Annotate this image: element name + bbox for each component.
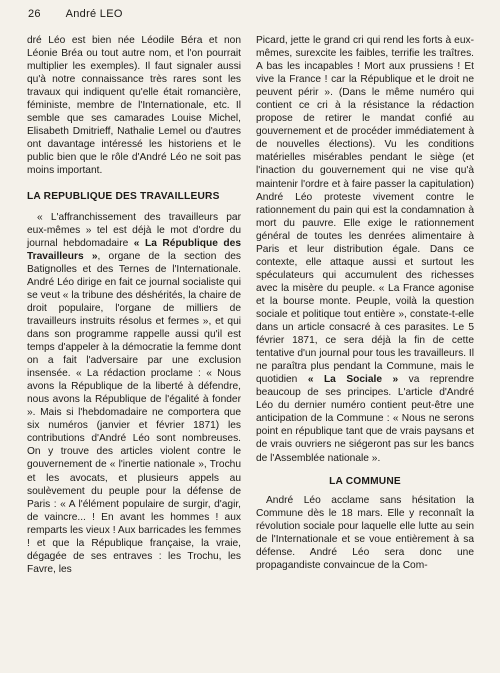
intro-paragraph: dré Léo est bien née Léodile Béra et non Léonie Bréa ou tout autre nom, et l'on pourrait multiplier les exemples). Il faut signaler aussi qu'à notre connaissance très rares sont les travaux qui indiquent qu'elle était romancière, féministe, membre de l'Internationale, etc. Il semble que ses camarades Louise Michel, Elisabeth Dmitrieff, Nathalie Lemel ou d'autres ont davantage intéressé les historiens et le public bien que le rôle d'André Léo ne soit pas moins important. (27, 35, 241, 177)
section-title-republique: LA REPUBLIQUE DES TRAVAILLEURS (27, 190, 220, 202)
continuation-paragraph (256, 34, 474, 465)
left-column (27, 34, 241, 576)
right-column (256, 34, 474, 572)
page-header (28, 8, 123, 20)
continuation-paragraph-rest: va reprendre beaucoup de ses principes. L'article d'André Léo du dernier numéro contient peut-être une anticipation de la Commune : « Nous ne serons point en république tant que de vrais paysans et de vrais ouvriers ne siégeront pas sur les bancs de l'Assemblée nationale ». (256, 374, 475, 464)
republique-paragraph (27, 211, 241, 576)
journal-title: « La République des Travailleurs » (27, 237, 241, 262)
republique-paragraph-start: « L'affranchissement des travailleurs par eux-mêmes » tel est déjà le mot d'ordre du journal hebdomadaire (27, 211, 241, 249)
section-title-commune: LA COMMUNE (329, 475, 401, 487)
commune-paragraph: André Léo acclame sans hésitation la Commune dès le 18 mars. Elle y reconnaît la révolution sociale pour laquelle elle lutte au sein de l'Internationale et se voue entièrement à sa défense. André Léo sera donc une propagandiste convaincue de la Com- (256, 494, 474, 571)
running-title: André LEO (65, 8, 123, 20)
la-sociale-title: « La Sociale » (307, 374, 399, 386)
page-number: 26 (28, 8, 41, 20)
republique-paragraph-rest: , organe de la section des Batignolles et des Ternes de l'Internationale. André Léo dirige en fait ce journal socialiste qui se veut « la tribune des déshérités, la chaire de droit populaire, l'organe de milliers de travailleurs instruits résolus et fermes », et qui dans son programme rappelle aussi qu'il est temps d'appeler à la démocratie la femme dont on a fait l'adversaire par une exclusion insensée. « La rédaction proclame : « Nous avons la République de la liberté à défendre, nous avons la République de l'égalité à fonder ». Mais si l'hebdomadaire ne comportera que six numéros (janvier et février 1871) les contributions d'André Léo sont nombreuses. On y trouve des articles violent contre le gouvernement de « l'inertie nationale », Trochu et les avocats, et plusieurs appels au soulèvement du peuple pour la défense de Paris : « A l'élément populaire de surgir, d'agir, de vaincre... ! En avant les hommes ! aux remparts les vieux ! Aux barricades les femmes ! et que la République française, la vraie, dégagée de ses entraves : les Trochu, les Favre, les (27, 250, 241, 575)
continuation-paragraph-start: Picard, jette le grand cri qui rend les forts à eux-mêmes, surexcite les faibles, terrifie les traîtres. A bas les incapables ! Mort aux prussiens ! Et vive la France ! car la République et le droit ne peuvent périr ». (Dans le même numéro qui contient ce cri à la résistance la rédaction propose de retirer le mandat confié au gouvernement et de procéder immédiatement à de nouvelles élections). Vu les conditions matérielles misérables pendant le siège (et l'inaction du gouvernement qui ne vise qu'à maintenir l'ordre et à faire passer la capitulation) André Léo proteste vivement contre le rationnement du pain qui est la condamnation à mort du pauvre. Elle exige le rationnement général de toutes les denrées alimentaire à Paris et leur distribution égale. Dans ce contexte, elle attaque aussi et surtout les spéculateurs qui accumulent des richesses avec la misère du peuple. « La France agonise et la bourse monte. Peuple, voilà la question sociale et politique tout entière », constate-t-elle dans un article consacré à ces parasites. Le 5 février 1871, ce sera déjà la fin de cette tentative d'un journal pour tous les travailleurs. Il ne paraîtra plus pendant la Commune, mais le quotidien (256, 35, 474, 386)
